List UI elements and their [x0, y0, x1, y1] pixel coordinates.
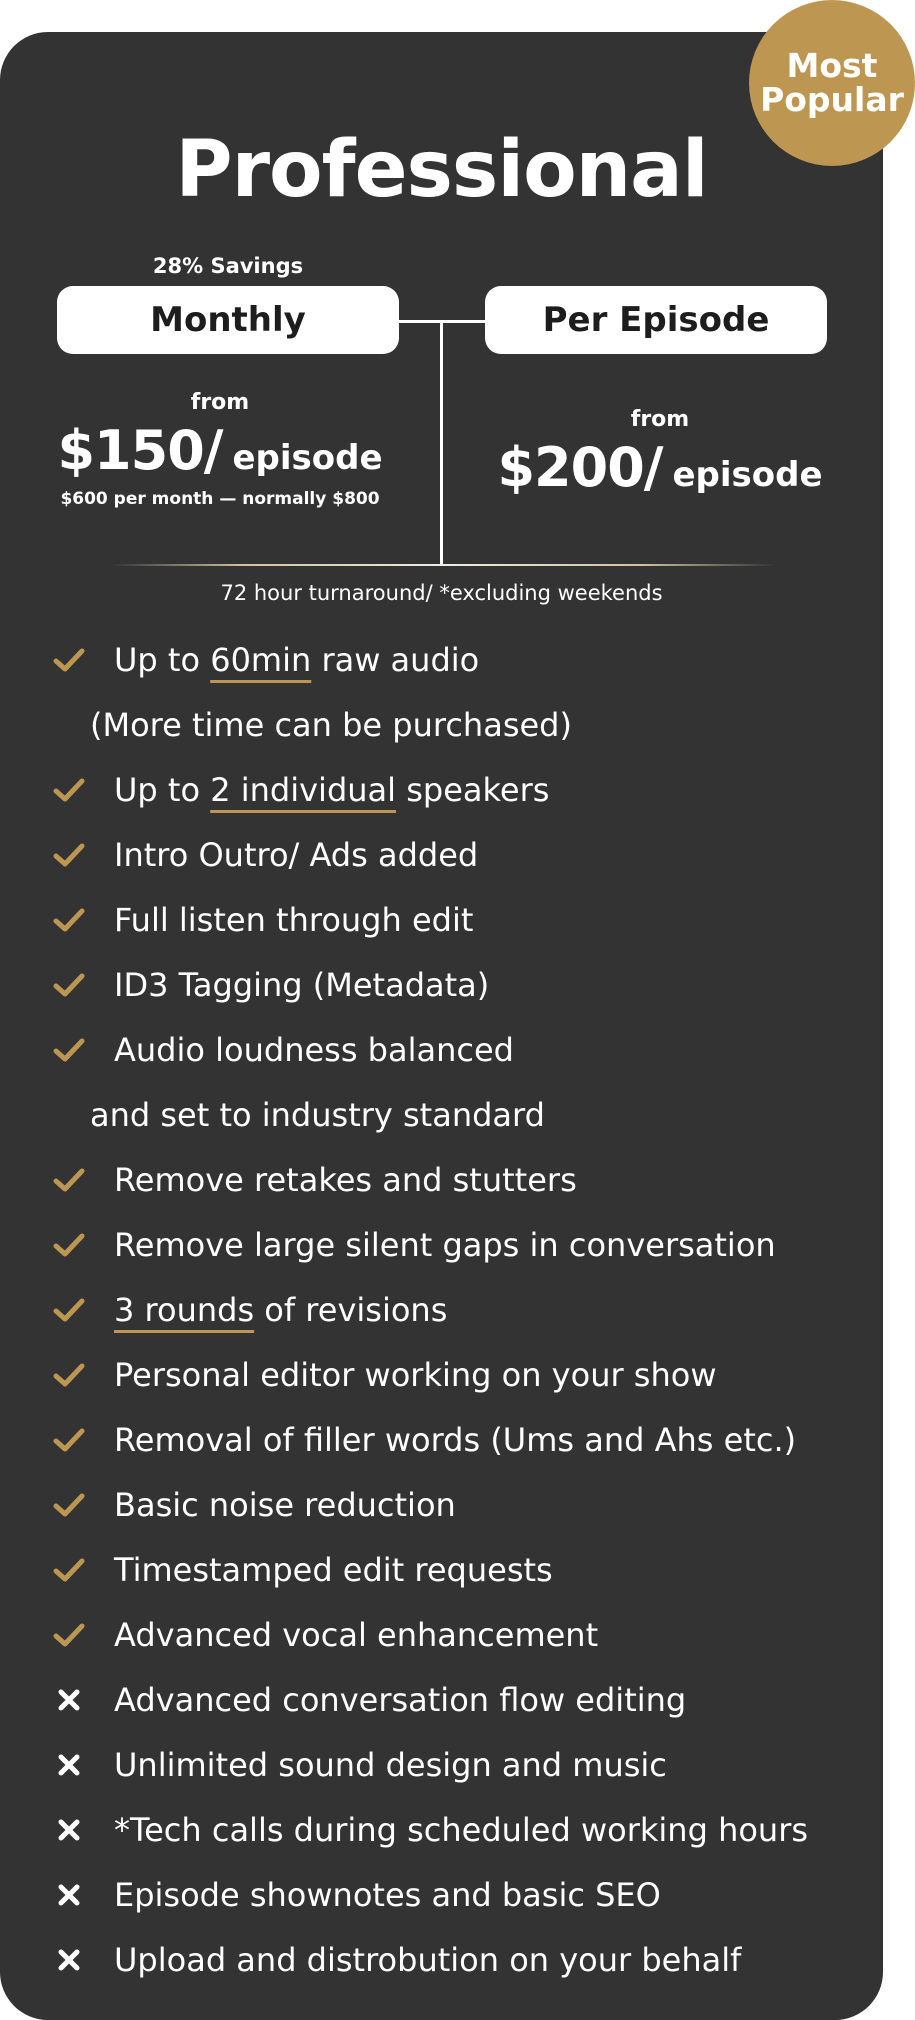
- feature-text-start: Advanced vocal enhancement: [114, 1616, 599, 1654]
- cross-icon: [52, 1943, 86, 1977]
- per-episode-price-amount: $200/: [497, 436, 663, 499]
- feature-item: [0, 955, 883, 1015]
- monthly-price-note: $600 per month — normally $800: [60, 489, 380, 509]
- feature-text-start: *Tech calls during scheduled working hours: [114, 1811, 809, 1849]
- feature-text: [114, 1548, 553, 1592]
- feature-text-start: Personal editor working on your show: [114, 1356, 717, 1394]
- check-icon: [52, 1618, 86, 1652]
- check-icon: [52, 1228, 86, 1262]
- feature-text: [114, 963, 489, 1007]
- check-icon: [52, 1423, 86, 1457]
- feature-item: [0, 1735, 883, 1795]
- feature-text: [114, 1288, 447, 1332]
- cross-icon: [52, 1683, 86, 1717]
- feature-text-start: Advanced conversation flow editing: [114, 1681, 687, 1719]
- feature-text: [114, 1613, 598, 1657]
- check-icon: [52, 1488, 86, 1522]
- monthly-price: [40, 418, 400, 484]
- per-episode-from-label: from: [630, 407, 690, 432]
- cross-icon: [52, 1878, 86, 1912]
- feature-item: [0, 1150, 883, 1210]
- feature-item: [0, 1605, 883, 1665]
- feature-item: [0, 890, 883, 950]
- badge-line-1: Most: [786, 46, 878, 85]
- feature-text-start: Removal of filler words (Ums and Ahs etc.): [114, 1421, 797, 1459]
- feature-text-start: Audio loudness balanced: [114, 1031, 514, 1069]
- price-divider-line: [440, 320, 443, 564]
- feature-text-end: of revisions: [254, 1291, 448, 1329]
- feature-highlight: 60min: [210, 641, 312, 679]
- feature-text-start: Timestamped edit requests: [114, 1551, 553, 1589]
- check-icon: [52, 838, 86, 872]
- feature-text: [114, 1223, 776, 1267]
- feature-text-start: Up to: [114, 641, 211, 679]
- feature-item: [0, 1540, 883, 1600]
- feature-item: [0, 1345, 883, 1405]
- feature-text-start: and set to industry standard: [90, 1096, 545, 1134]
- check-icon: [52, 968, 86, 1002]
- feature-text: [114, 833, 478, 877]
- cross-icon: [52, 1813, 86, 1847]
- monthly-toggle-button[interactable]: Monthly: [57, 286, 399, 354]
- feature-text-start: Basic noise reduction: [114, 1486, 456, 1524]
- feature-item: [0, 1215, 883, 1275]
- per-episode-toggle-button[interactable]: Per Episode: [485, 286, 827, 354]
- feature-text: [114, 1678, 686, 1722]
- feature-highlight: 3 rounds: [114, 1291, 255, 1329]
- plan-title: Professional: [175, 125, 708, 215]
- feature-text: [114, 1808, 808, 1852]
- feature-text: [114, 898, 473, 942]
- feature-text: [90, 703, 572, 747]
- feature-text-end: speakers: [396, 771, 550, 809]
- feature-text: [114, 1418, 796, 1462]
- check-icon: [52, 643, 86, 677]
- feature-text: [114, 1353, 717, 1397]
- monthly-price-amount: $150/: [57, 419, 223, 482]
- feature-text-start: Full listen through edit: [114, 901, 474, 939]
- feature-text-start: (More time can be purchased): [90, 706, 572, 744]
- savings-label: 28% Savings: [152, 254, 304, 278]
- monthly-price-block: [40, 388, 400, 514]
- feature-text: [114, 768, 549, 812]
- feature-text: [114, 1483, 456, 1527]
- monthly-from-label: from: [190, 390, 250, 415]
- feature-item: [0, 1865, 883, 1925]
- pricing-card: [0, 32, 883, 2020]
- check-icon: [52, 1033, 86, 1067]
- feature-text-start: Upload and distrobution on your behalf: [114, 1941, 742, 1979]
- per-episode-price-block: [470, 405, 850, 501]
- feature-text: [114, 1938, 741, 1982]
- feature-text-end: raw audio: [311, 641, 480, 679]
- check-icon: [52, 773, 86, 807]
- turnaround-note: 72 hour turnaround/ *excluding weekends: [220, 581, 663, 605]
- feature-text-start: Unlimited sound design and music: [114, 1746, 667, 1784]
- badge-line-2: Popular: [760, 80, 904, 119]
- feature-text-start: Remove large silent gaps in conversation: [114, 1226, 776, 1264]
- feature-text: [114, 1158, 577, 1202]
- feature-item: [0, 1670, 883, 1730]
- feature-item: [0, 1475, 883, 1535]
- feature-text-start: Up to: [114, 771, 211, 809]
- feature-text: [114, 1028, 514, 1072]
- check-icon: [52, 903, 86, 937]
- feature-text: [90, 1093, 545, 1137]
- feature-text: [114, 638, 479, 682]
- feature-item: [0, 825, 883, 885]
- feature-item: [0, 695, 883, 755]
- feature-text-start: ID3 Tagging (Metadata): [114, 966, 490, 1004]
- feature-item: [0, 1800, 883, 1860]
- feature-item: [0, 1020, 883, 1080]
- monthly-price-unit: episode: [232, 438, 383, 478]
- feature-highlight: 2 individual: [210, 771, 397, 809]
- section-divider: [110, 564, 775, 566]
- most-popular-badge: [749, 0, 915, 166]
- feature-item: [0, 760, 883, 820]
- feature-text-start: Remove retakes and stutters: [114, 1161, 577, 1199]
- check-icon: [52, 1163, 86, 1197]
- feature-item: [0, 630, 883, 690]
- feature-item: [0, 1410, 883, 1470]
- check-icon: [52, 1293, 86, 1327]
- check-icon: [52, 1358, 86, 1392]
- feature-text-start: Episode shownotes and basic SEO: [114, 1876, 661, 1914]
- feature-text: [114, 1743, 667, 1787]
- feature-item: [0, 1930, 883, 1990]
- per-episode-price-unit: episode: [672, 455, 823, 495]
- check-icon: [52, 1553, 86, 1587]
- feature-text-start: Intro Outro/ Ads added: [114, 836, 479, 874]
- feature-item: [0, 1280, 883, 1340]
- cross-icon: [52, 1748, 86, 1782]
- per-episode-price: [470, 435, 850, 501]
- feature-text: [114, 1873, 661, 1917]
- feature-item: [0, 1085, 883, 1145]
